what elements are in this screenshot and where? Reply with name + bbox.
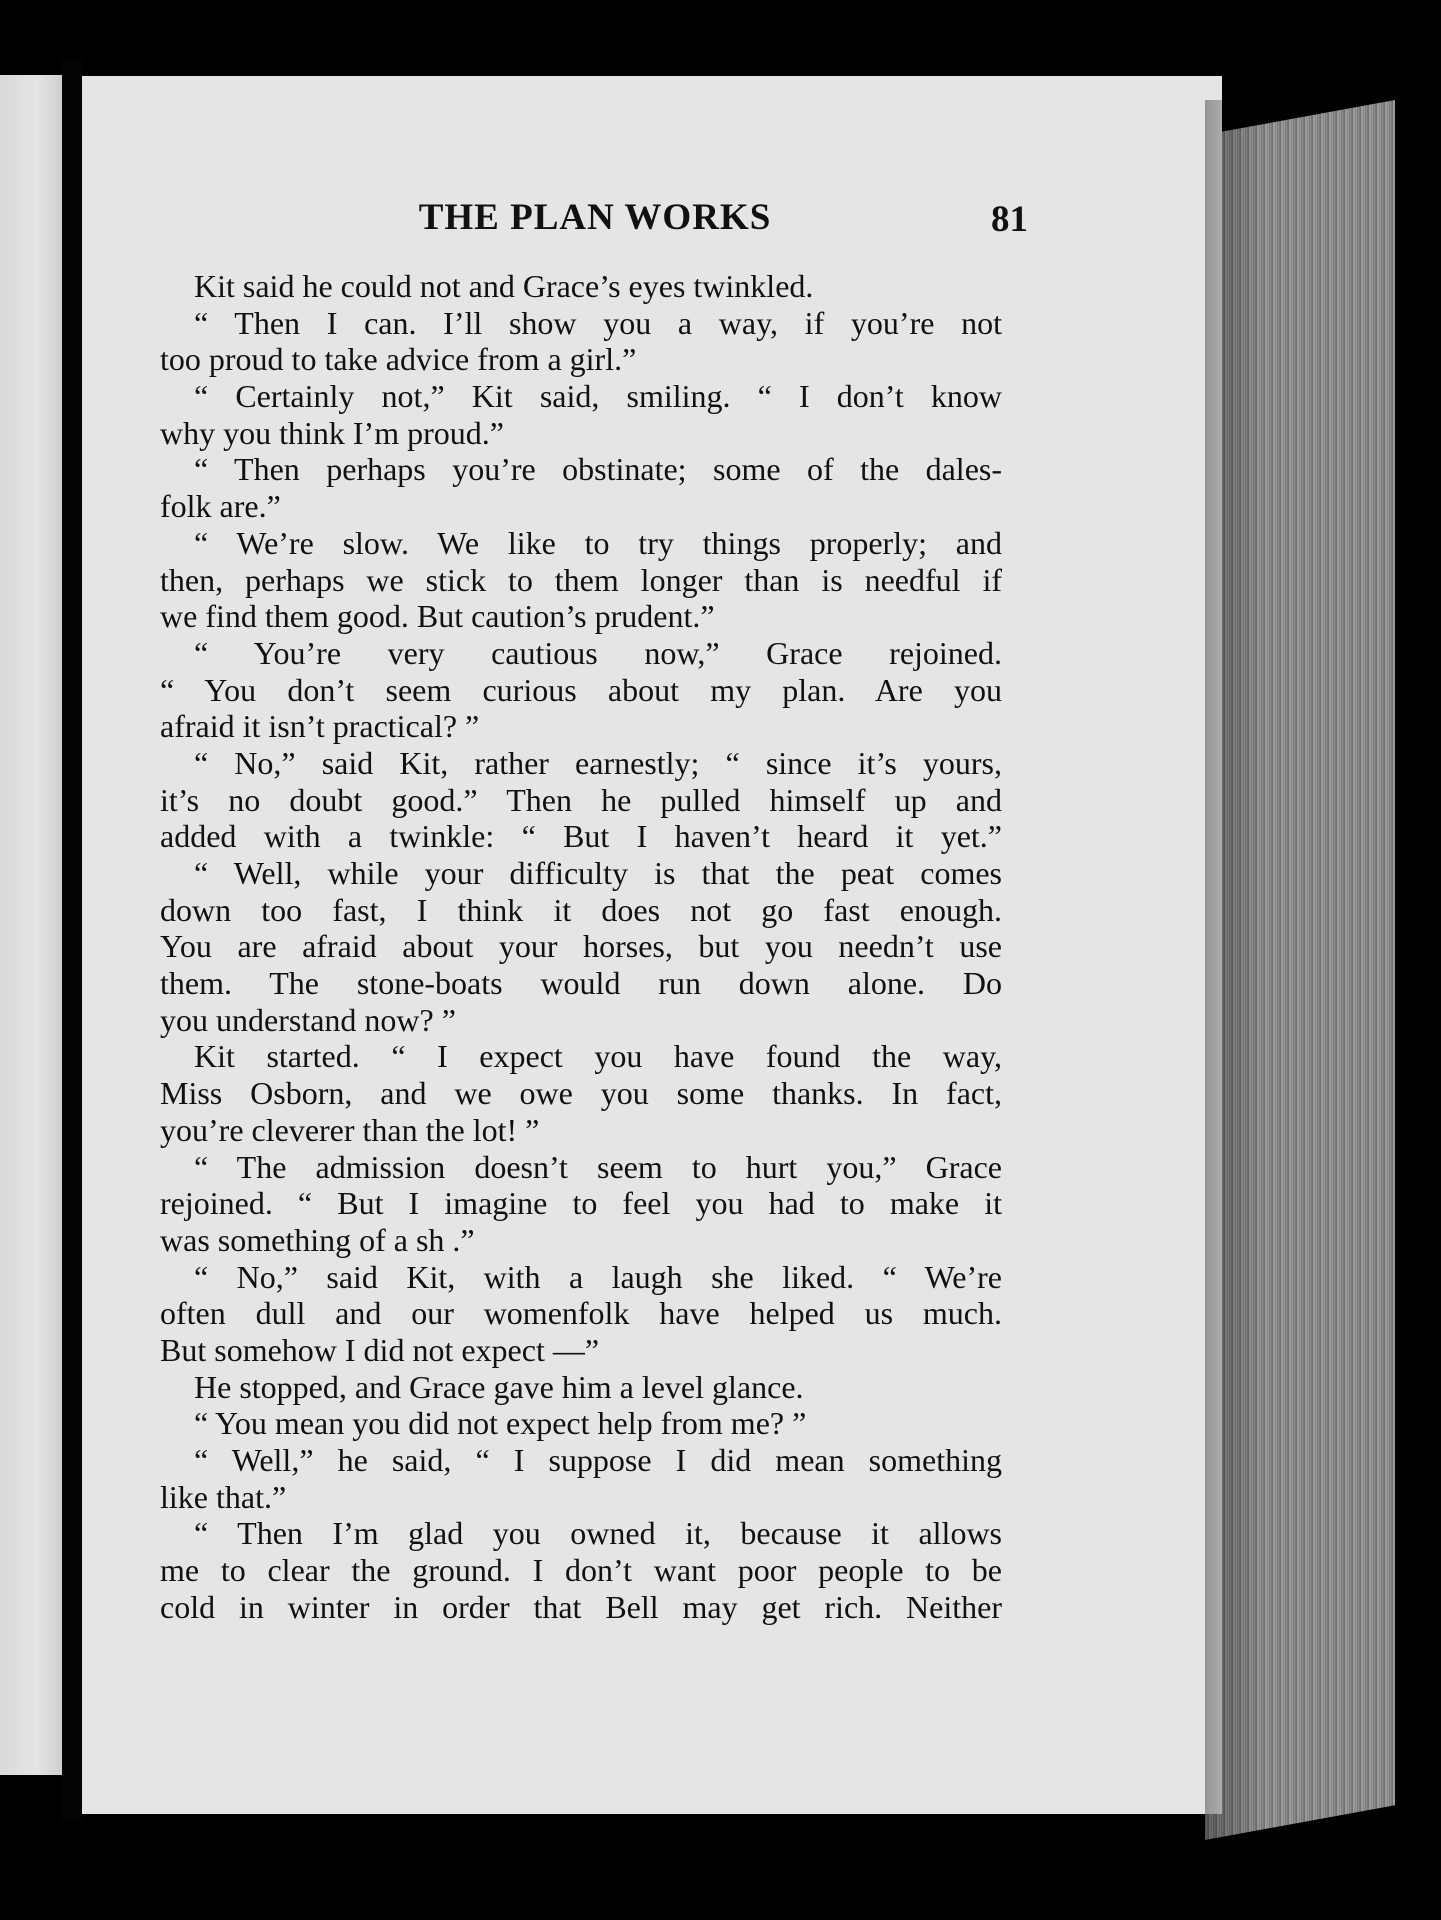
text-line: often dull and our womenfolk have helped us much. [160, 1295, 1002, 1332]
text-line: “ Certainly not,” Kit said, smiling. “ I don’t know [194, 378, 1002, 415]
text-line: you understand now? ” [160, 1001, 456, 1038]
text-line: too proud to take advice from a girl.” [160, 341, 637, 378]
text-line: like that.” [160, 1478, 287, 1515]
text-line: it’s no doubt good.” Then he pulled himself up and [160, 781, 1002, 818]
text-line: rejoined. “ But I imagine to feel you had to make it [160, 1185, 1002, 1222]
text-line: why you think I’m proud.” [160, 414, 504, 451]
text-line: “ You don’t seem curious about my plan. Are you [160, 671, 1002, 708]
page-edges-shadow [1205, 100, 1265, 1840]
text-line: “ You’re very cautious now,” Grace rejoined. [194, 634, 1002, 671]
text-line: added with a twinkle: “ But I haven’t heard it yet.” [160, 818, 1002, 855]
text-line: we find them good. But caution’s prudent.” [160, 598, 715, 635]
text-line: But somehow I did not expect —” [160, 1331, 600, 1368]
text-line: “ You mean you did not expect help from me? ” [194, 1405, 807, 1442]
text-line: Kit started. “ I expect you have found the way, [194, 1038, 1002, 1075]
text-line: “ We’re slow. We like to try things properly; and [194, 524, 1002, 561]
body-text [160, 268, 1002, 1625]
text-line: “ Then perhaps you’re obstinate; some of the dales- [194, 451, 1002, 488]
text-line: you’re cleverer than the lot! ” [160, 1111, 540, 1148]
text-line: down too fast, I think it does not go fast enough. [160, 891, 1002, 928]
page-number: 81 [991, 199, 1028, 240]
text-line: “ Well,” he said, “ I suppose I did mean something [194, 1442, 1002, 1478]
text-line: You are afraid about your horses, but you needn’t use [160, 928, 1002, 965]
text-line: folk are.” [160, 488, 281, 525]
text-line: cold in winter in order that Bell may get rich. Neither [160, 1588, 1002, 1625]
text-line: me to clear the ground. I don’t want poor people to be [160, 1552, 1002, 1589]
facing-page-edge [0, 75, 62, 1775]
text-line: afraid it isn’t practical? ” [160, 708, 480, 745]
text-line: them. The stone-boats would run down alone. Do [160, 965, 1002, 1002]
text-line: Miss Osborn, and we owe you some thanks. In fact, [160, 1075, 1002, 1112]
text-line: “ Then I can. I’ll show you a way, if you’re not [194, 304, 1002, 341]
running-title: THE PLAN WORKS [418, 197, 772, 238]
text-line: then, perhaps we stick to them longer than is needful if [160, 561, 1002, 598]
running-head [160, 196, 1030, 246]
book-gutter [62, 60, 82, 1820]
text-line: “ Well, while your difficulty is that the peat comes [194, 855, 1002, 891]
text-line: “ The admission doesn’t seem to hurt you,” Grace [194, 1148, 1002, 1185]
text-line: He stopped, and Grace gave him a level glance. [194, 1368, 804, 1405]
text-line: “ No,” said Kit, rather earnestly; “ since it’s yours, [194, 744, 1002, 781]
text-line: “ Then I’m glad you owned it, because it allows [194, 1515, 1002, 1552]
text-line: was something of a sh .” [160, 1221, 475, 1258]
text-line: “ No,” said Kit, with a laugh she liked. “ We’re [194, 1258, 1002, 1295]
text-line: Kit said he could not and Grace’s eyes twinkled. [194, 268, 814, 304]
